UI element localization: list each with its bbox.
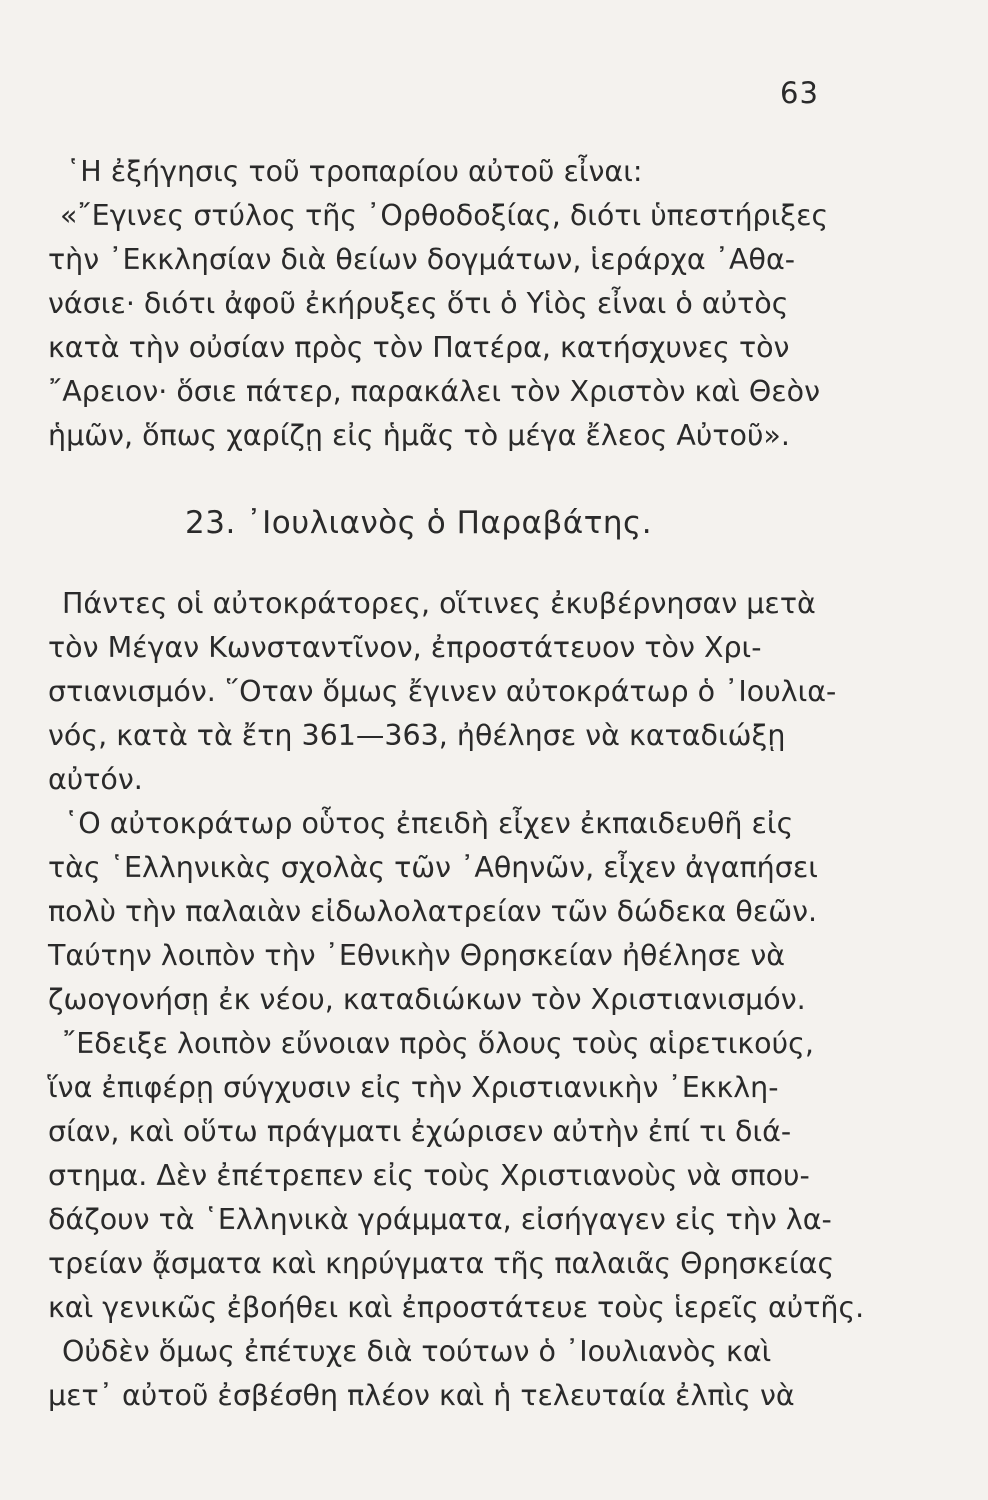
text-line: τὴν ᾿Εκκλησίαν διὰ θείων δογμάτων, ἱεράρχα ᾿Αθα- <box>48 243 796 276</box>
text-line: στημα. Δὲν ἐπέτρεπεν εἰς τοὺς Χριστιανοὺς νὰ σπου- <box>48 1159 810 1192</box>
text-line: ῾Η ἐξήγησις τοῦ τροπαρίου αὐτοῦ εἶναι: <box>66 155 643 188</box>
text-line: ζωογονήσῃ ἐκ νέου, καταδιώκων τὸν Χριστιανισμόν. <box>48 983 806 1016</box>
text-line: μετ᾿ αὐτοῦ ἐσβέσθη πλέον καὶ ἡ τελευταία ἐλπὶς νὰ <box>48 1379 795 1412</box>
text-line: τὰς ῾Ελληνικὰς σχολὰς τῶν ᾿Αθηνῶν, εἶχεν ἀγαπήσει <box>48 851 818 884</box>
text-line: στιανισμόν. ῞Οταν ὅμως ἔγινεν αὐτοκράτωρ ὁ ᾿Ιουλια- <box>48 675 837 708</box>
text-line: αὐτόν. <box>48 763 143 796</box>
paragraph-emperors <box>48 582 868 802</box>
section-heading: 23. ᾿Ιουλιανὸς ὁ Παραβάτης. <box>185 505 653 541</box>
text-line: τρείαν ᾄσματα καὶ κηρύγματα τῆς παλαιᾶς Θρησκείας <box>48 1247 835 1280</box>
text-line: Ταύτην λοιπὸν τὴν ᾿Εθνικὴν Θρησκείαν ἠθέλησε νὰ <box>48 939 786 972</box>
text-line: ῎Αρειον· ὅσιε πάτερ, παρακάλει τὸν Χριστὸν καὶ Θεὸν <box>48 375 821 408</box>
text-line: τὸν Μέγαν Κωνσταντῖνον, ἐπροστάτευον τὸν Χρι- <box>48 631 762 664</box>
page-number: 63 <box>780 76 819 110</box>
text-line: νάσιε· διότι ἀφοῦ ἐκήρυξες ὅτι ὁ Υἱὸς εἶναι ὁ αὐτὸς <box>48 287 789 320</box>
text-line: ῾Ο αὐτοκράτωρ οὗτος ἐπειδὴ εἶχεν ἐκπαιδευθῆ εἰς <box>64 807 794 840</box>
paragraph-julian <box>48 802 868 1418</box>
paragraph-troparion-explanation <box>48 150 868 458</box>
text-line: ἵνα ἐπιφέρῃ σύγχυσιν εἰς τὴν Χριστιανικὴν ᾿Εκκλη- <box>48 1071 779 1104</box>
text-line: νός, κατὰ τὰ ἔτη 361—363, ἠθέλησε νὰ καταδιώξῃ <box>48 719 786 752</box>
text-line: δάζουν τὰ ῾Ελληνικὰ γράμματα, εἰσήγαγεν εἰς τὴν λα- <box>48 1203 832 1236</box>
text-line: ῎Εδειξε λοιπὸν εὔνοιαν πρὸς ὅλους τοὺς αἱρετικούς, <box>62 1027 814 1060</box>
text-line: «῎Εγινες στύλος τῆς ᾿Ορθοδοξίας, διότι ὑπεστήριξες <box>60 199 829 232</box>
text-line: ἡμῶν, ὅπως χαρίζῃ εἰς ἡμᾶς τὸ μέγα ἔλεος Αὐτοῦ». <box>48 419 790 452</box>
text-line: καὶ γενικῶς ἐβοήθει καὶ ἐπροστάτευε τοὺς ἱερεῖς αὐτῆς. <box>48 1291 865 1324</box>
text-line: Πάντες οἱ αὐτοκράτορες, οἵτινες ἐκυβέρνησαν μετὰ <box>62 587 816 620</box>
text-line: κατὰ τὴν οὐσίαν πρὸς τὸν Πατέρα, κατήσχυνες τὸν <box>48 331 790 364</box>
text-line: πολὺ τὴν παλαιὰν εἰδωλολατρείαν τῶν δώδεκα θεῶν. <box>48 895 818 928</box>
text-line: Οὐδὲν ὅμως ἐπέτυχε διὰ τούτων ὁ ᾿Ιουλιανὸς καὶ <box>62 1335 772 1368</box>
text-line: σίαν, καὶ οὕτω πράγματι ἐχώρισεν αὐτὴν ἐπί τι διά- <box>48 1115 792 1148</box>
